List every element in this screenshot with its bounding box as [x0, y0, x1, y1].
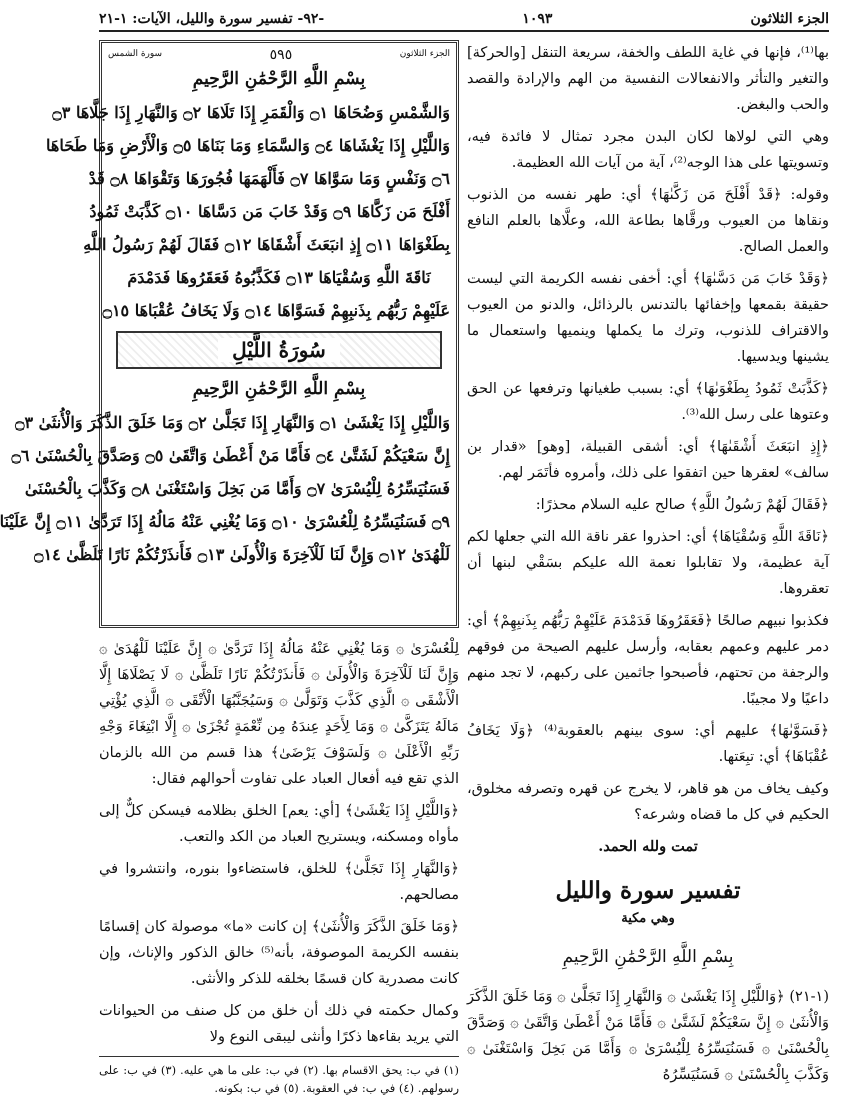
closing-line: تمت ولله الحمد. — [598, 838, 698, 855]
mushaf-basmala: بِسْمِ اللَّهِ الرَّحْمَٰنِ الرَّحِيمِ — [192, 69, 366, 89]
mushaf-page-number: ٥٩٥ — [269, 47, 293, 63]
left-text-block — [99, 636, 459, 1097]
mushaf-line: فَسَنُيَسِّرُهُ لِلْيُسْرَىٰ ۝٧ وَأَمَّا مَن بَخِلَ وَاسْتَغْنَىٰ ۝٨ وَكَذَّبَ بِالْحُسْنَىٰ — [24, 479, 450, 498]
paragraph: وهي التي لولاها لكان البدن مجرد تمثال لا فائدة فيه، وتسويتها على هذا الوجه⁽²⁾، آية من آيات الله العظيمة. — [467, 129, 829, 171]
mushaf-page-box — [0, 40, 459, 628]
header-title: -٩٢- تفسير سورة والليل، الآيات: ١-٢١ — [99, 11, 325, 27]
paragraph: ﴿وَقَدْ خَابَ مَن دَسَّىٰهَا﴾ أي: أخفى نفسه الكريمة التي ليست حقيقة بقمعها وإخفائها بالتدنس بالرذائل، والدنو من العيوب والاقتراف للذنوب، وترك ما يكملها وينميها واستعمال ما يشينها ويدسيها. — [467, 271, 829, 365]
paragraph: ﴿فَسَوَّىٰهَا﴾ عليهم أي: سوى بينهم بالعقوبة⁽⁴⁾ ﴿وَلَا يَخَافُ عُقْبَاهَا﴾ أي: تبِعَتها. — [467, 723, 829, 765]
mushaf-line: وَاللَّيْلِ إِذَا يَغْشَىٰ ۝١ وَالنَّهَارِ إِذَا تَجَلَّىٰ ۝٢ وَمَا خَلَقَ الذَّكَرَ وَالْأُنثَىٰ ۝٣ — [15, 413, 450, 432]
mushaf-line: وَاللَّيْلِ إِذَا يَغْشَاهَا ۝٤ وَالسَّمَاءِ وَمَا بَنَاهَا ۝٥ وَالْأَرْضِ وَمَا طَحَاهَا — [46, 136, 450, 155]
mushaf-corner-right: الجزء الثلاثون — [399, 49, 450, 59]
paragraph: لِلْعُسْرَىٰ ۞ وَمَا يُغْنِي عَنْهُ مَالُهُ إِذَا تَرَدَّىٰ ۞ إِنَّ عَلَيْنَا لَلْهُدَىٰ ۞ وَإِنَّ لَنَا لَلْآخِرَةَ وَالْأُولَىٰ ۞ فَأَنذَرْتُكُمْ نَارًا تَلَظَّىٰ ۞ لَا يَصْلَاهَا إِلَّا الْأَشْقَى ۞ الَّذِي كَذَّبَ وَتَوَلَّىٰ ۞ وَسَيُجَنَّبُهَا الْأَتْقَى ۞ الَّذِي يُؤْتِي مَالَهُ يَتَزَكَّىٰ ۞ وَمَا لِأَحَدٍ عِندَهُ مِن نِّعْمَةٍ تُجْزَىٰ ۞ إِلَّا ابْتِغَاءَ وَجْهِ رَبِّهِ الْأَعْلَىٰ ۞ وَلَسَوْفَ يَرْضَىٰ﴾ هذا قسم من الله بالزمان الذي تقع فيه أفعال العباد على تفاوت أحوالهم فقال: — [99, 641, 459, 787]
juz-label: الجزء الثلاثون — [750, 11, 829, 27]
mushaf-line: لَلْهُدَىٰ ۝١٢ وَإِنَّ لَنَا لَلْآخِرَةَ وَالْأُولَىٰ ۝١٣ فَأَنذَرْتُكُمْ نَارًا تَلَظَّىٰ ۝١٤ — [34, 545, 450, 564]
paragraph: ﴿وَالنَّهَارِ إِذَا تَجَلَّىٰ﴾ للخلق، فاستضاءوا بنوره، وانتشروا في مصالحهم. — [99, 861, 459, 903]
paragraph: ﴿وَمَا خَلَقَ الذَّكَرَ وَالْأُنثَىٰ﴾ إن كانت «ما» موصولة كان إقسامًا بنفسه الكريمة الموصوفة، بأنه⁽⁵⁾ خالق الذكور والإناث، وإن كانت مصدرية كان قسمًا بخلقه للذكر والأنثى. — [99, 919, 459, 987]
mushaf-line: ۝٦ وَنَفْسٍ وَمَا سَوَّاهَا ۝٧ فَأَلْهَمَهَا فُجُورَهَا وَتَقْوَاهَا ۝٨ قَدْ — [88, 169, 450, 188]
mushaf-corner-left: سورة الشمس — [108, 49, 163, 59]
mushaf-line: وَالشَّمْسِ وَضُحَاهَا ۝١ وَالْقَمَرِ إِذَا تَلَاهَا ۝٢ وَالنَّهَارِ إِذَا جَلَّاهَا ۝٣ — [52, 103, 450, 122]
mushaf-header — [108, 47, 450, 63]
mushaf-basmala: بِسْمِ اللَّهِ الرَّحْمَٰنِ الرَّحِيمِ — [192, 379, 366, 399]
paragraph: ﴿فَقَالَ لَهُمْ رَسُولُ اللَّهِ﴾ صالح عليه السلام محذرًا: — [535, 497, 829, 513]
section-title: تفسير سورة والليل — [555, 877, 741, 904]
section-subtitle: وهي مكية — [621, 911, 675, 926]
paragraph: ﴿وَاللَّيْلِ إِذَا يَغْشَىٰ﴾ [أي: يعم] الخلق بظلامه فيسكن كلٌّ إلى مأواه ومسكنه، ويستريح العباد من الكد والتعب. — [99, 803, 459, 845]
mushaf-line: نَاقَةَ اللَّهِ وَسُقْيَاهَا ۝١٣ فَكَذَّبُوهُ فَعَقَرُوهَا فَدَمْدَمَ — [127, 268, 431, 287]
paragraph: وقوله: ﴿قَدْ أَفْلَحَ مَن زَكَّىٰهَا﴾ أي: طهر نفسه من الذنوب ونقاها من العيوب ورقَّاها بطاعة الله، وعلَّاها بالعلم النافع والعمل الصالح. — [467, 187, 829, 255]
footnotes — [99, 1056, 459, 1097]
surah-banner-title: سُورَةُ اللَّيْلِ — [218, 338, 340, 362]
paragraph: وكمال حكمته في ذلك أن خلق من كل صنف من الحيوانات التي يريد بقاءها ذكرًا وأنثى ليبقى النوع ولا — [99, 1003, 459, 1045]
page-header — [99, 8, 829, 32]
mushaf-line: أَفْلَحَ مَن زَكَّاهَا ۝٩ وَقَدْ خَابَ مَن دَسَّاهَا ۝١٠ كَذَّبَتْ ثَمُودُ — [89, 202, 450, 221]
paragraph: بها⁽¹⁾، فإنها في غاية اللطف والخفة، سريعة التنقل [والحركة] والتغير والتأثر والانفعالات النفسية من الهم والإرادة والقصد والحب والبغض. — [467, 45, 829, 113]
paragraph: فكذبوا نبيهم صالحًا ﴿فَعَقَرُوهَا فَدَمْدَمَ عَلَيْهِمْ رَبُّهُم بِذَنبِهِمْ﴾ أي: دمر عليهم وعمهم بعقابه، وأرسل عليهم الصيحة من فوقهم والرجفة من تحتهم، فأصبحوا جاثمين على ركبهم، لا تجد منهم داعيًا ولا مجيبًا. — [467, 613, 829, 707]
paragraph: ﴿إِذِ انبَعَثَ أَشْقَىٰهَا﴾ أي: أشقى القبيلة، [وهو] «قدار بن سالف» لعقرها حين اتفقوا على ذلك، وأمروه فأتَمَر لهم. — [467, 439, 829, 481]
basmala: بِسْمِ اللَّهِ الرَّحْمَٰنِ الرَّحِيمِ — [562, 947, 734, 967]
page-number: ١٠٩٣ — [522, 11, 553, 27]
footnote-line: (١) في ب: يحق الاقسام بها. (٢) في ب: على ما هي عليه. (٣) في ب: على رسولهم. (٤) في ب: في العقوبة. (٥) في ب: بكونه. — [99, 1063, 459, 1095]
mushaf-line: عَلَيْهِمْ رَبُّهُم بِذَنبِهِمْ فَسَوَّاهَا ۝١٤ وَلَا يَخَافُ عُقْبَاهَا ۝١٥ — [102, 301, 450, 320]
left-column — [0, 40, 459, 1100]
mushaf-line: إِنَّ سَعْيَكُمْ لَشَتَّىٰ ۝٤ فَأَمَّا مَنْ أَعْطَىٰ وَاتَّقَىٰ ۝٥ وَصَدَّقَ بِالْحُسْنَىٰ ۝٦ — [11, 446, 450, 465]
paragraph: وكيف يخاف من هو قاهر، لا يخرج عن قهره وتصرفه مخلوق، الحكيم في كل ما قضاه وشرعه؟ — [467, 781, 829, 823]
mushaf-line: بِطَغْوَاهَا ۝١١ إِذِ انبَعَثَ أَشْقَاهَا ۝١٢ فَقَالَ لَهُمْ رَسُولُ اللَّهِ — [83, 235, 450, 254]
mushaf-line: ۝٩ فَسَنُيَسِّرُهُ لِلْعُسْرَىٰ ۝١٠ وَمَا يُغْنِي عَنْهُ مَالُهُ إِذَا تَرَدَّىٰ ۝١١ إِنَّ عَلَيْنَا — [0, 512, 450, 531]
paragraph: ﴿نَاقَةَ اللَّهِ وَسُقْيَاهَا﴾ أي: احذروا عقر ناقة الله التي جعلها لكم آية عظيمة، ولا تقابلوا نعمة الله عليكم بسَقْي لبنها أن تعقروها. — [467, 529, 829, 597]
paragraph: ﴿كَذَّبَتْ ثَمُودُ بِطَغْوَىٰهَا﴾ أي: بسبب طغيانها وترفعها عن الحق وعتوها على رسل الله⁽³⁾. — [467, 381, 829, 423]
right-text-column — [467, 40, 829, 1100]
surah-banner — [116, 331, 442, 369]
verses-intro: (١-٢١) ﴿وَاللَّيْلِ إِذَا يَغْشَىٰ ۞ وَالنَّهَارِ إِذَا تَجَلَّىٰ ۞ وَمَا خَلَقَ الذَّكَرَ وَالْأُنثَىٰ ۞ إِنَّ سَعْيَكُمْ لَشَتَّىٰ ۞ فَأَمَّا مَنْ أَعْطَىٰ وَاتَّقَىٰ ۞ وَصَدَّقَ بِالْحُسْنَىٰ ۞ فَسَنُيَسِّرُهُ لِلْيُسْرَىٰ ۞ وَأَمَّا مَن بَخِلَ وَاسْتَغْنَىٰ ۞ وَكَذَّبَ بِالْحُسْنَىٰ ۞ فَسَنُيَسِّرُهُ — [467, 989, 829, 1083]
